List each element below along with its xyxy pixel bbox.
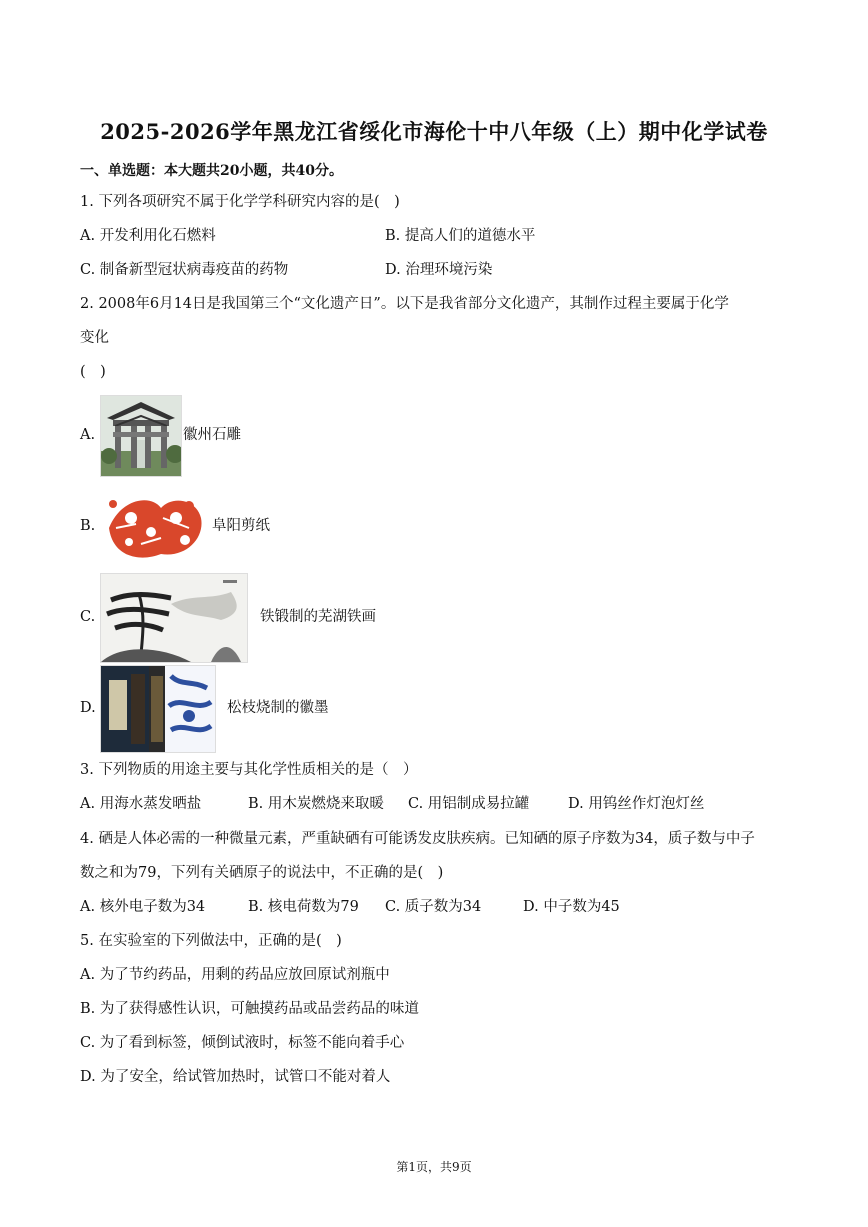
page-title: 2025-2026学年黑龙江省绥化市海伦十中八年级（上）期中化学试卷 [100, 119, 768, 144]
q1-option-d: D. 治理环境污染 [385, 262, 493, 278]
q4-option-c: C. 质子数为34 [385, 899, 482, 915]
iron-painting-image [100, 573, 248, 663]
ink-stick-image [100, 665, 216, 753]
q2-option-c-text: 铁锻制的芜湖铁画 [260, 609, 376, 625]
question-3-stem: 3. 下列物质的用途主要与其化学性质相关的是（ ） [80, 762, 418, 778]
q4-option-a: A. 核外电子数为34 [80, 899, 206, 915]
q3-option-a: A. 用海水蒸发晒盐 [80, 796, 202, 812]
q1-option-a: A. 开发利用化石燃料 [80, 228, 216, 244]
q2-option-b-text: 阜阳剪纸 [212, 518, 270, 534]
stone-archway-image [100, 395, 182, 477]
q2-option-a-text: 徽州石雕 [183, 427, 241, 443]
q2-option-a-letter: A. [80, 427, 96, 443]
q1-option-b: B. 提高人们的道德水平 [385, 228, 536, 244]
question-2-stem-line2: 变化 [80, 330, 109, 346]
question-2-paren: ( ) [80, 364, 106, 380]
q2-option-b-letter: B. [80, 518, 96, 534]
q2-option-d-letter: D. [80, 700, 96, 716]
q5-option-d: D. 为了安全，给试管加热时，试管口不能对着人 [80, 1069, 391, 1085]
section-heading: 一、单选题：本大题共20小题，共40分。 [80, 163, 343, 179]
q2-option-c-letter: C. [80, 609, 96, 625]
question-4-stem-line2: 数之和为79，下列有关硒原子的说法中，不正确的是( ) [80, 865, 444, 881]
q3-option-d: D. 用钨丝作灯泡灯丝 [568, 796, 705, 812]
question-2-stem-line1: 2. 2008年6月14日是我国第三个“文化遗产日”。以下是我省部分文化遗产，其制作过程主要属于化学 [80, 296, 729, 312]
question-5-stem: 5. 在实验室的下列做法中，正确的是( ) [80, 933, 342, 949]
q4-option-b: B. 核电荷数为79 [248, 899, 359, 915]
q3-option-b: B. 用木炭燃烧来取暖 [248, 796, 384, 812]
q2-option-d-text: 松枝烧制的徽墨 [227, 700, 329, 716]
q1-option-c: C. 制备新型冠状病毒疫苗的药物 [80, 262, 289, 278]
page-footer: 第1页，共9页 [396, 1160, 472, 1174]
paper-cut-image [100, 487, 210, 567]
question-1-stem: 1. 下列各项研究不属于化学学科研究内容的是( ) [80, 194, 400, 210]
q5-option-c: C. 为了看到标签，倾倒试液时，标签不能向着手心 [80, 1035, 405, 1051]
q4-option-d: D. 中子数为45 [523, 899, 620, 915]
q5-option-b: B. 为了获得感性认识，可触摸药品或品尝药品的味道 [80, 1001, 419, 1017]
question-4-stem-line1: 4. 硒是人体必需的一种微量元素，严重缺硒有可能诱发皮肤疾病。已知硒的原子序数为34，质子数与中子 [80, 831, 755, 847]
q3-option-c: C. 用铝制成易拉罐 [408, 796, 530, 812]
q5-option-a: A. 为了节约药品，用剩的药品应放回原试剂瓶中 [80, 967, 390, 983]
